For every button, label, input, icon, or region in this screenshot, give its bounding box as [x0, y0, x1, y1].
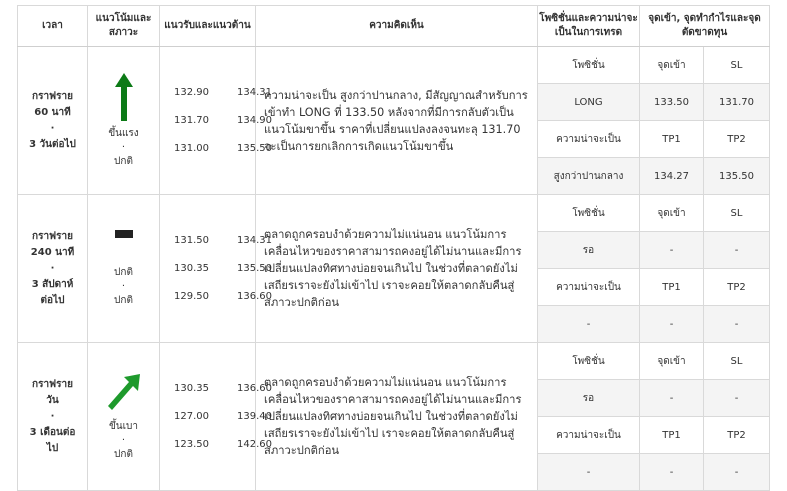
- timeframe-line: 60 นาที: [34, 106, 71, 118]
- table-row: [18, 47, 770, 84]
- header-time: เวลา: [18, 6, 88, 47]
- support-value: 127.00: [174, 410, 209, 422]
- timeframe-cell: [18, 47, 88, 195]
- grid-cell: -: [640, 380, 704, 417]
- resistance-value: 134.31: [237, 234, 272, 246]
- grid-cell: จุดเข้า: [640, 195, 704, 232]
- trend-text: ปกติ: [114, 448, 133, 460]
- grid-cell: จุดเข้า: [640, 343, 704, 380]
- timeframe-line: 3 เดือนต่อ: [29, 426, 76, 438]
- dash-icon: [115, 230, 133, 238]
- levels-cell: [160, 343, 272, 491]
- comment-cell: ตลาดถูกครอบงำด้วยความไม่แน่นอน แนวโน้มการเคลื่อนไหวของราคาสามารถคงอยู่ได้ไม่นานและมีการเปลี่ยนแปลงทิศทางบ่อยจนเกินไป ในช่วงที่ตลาดยังไม่เสถียรเราจะยังไม่เข้าไป เราจะคอยให้ตลาดกลับคืนสู่สภาวะปกติก่อน: [256, 195, 538, 343]
- grid-cell: SL: [704, 343, 770, 380]
- comment-cell: ตลาดถูกครอบงำด้วยความไม่แน่นอน แนวโน้มการเคลื่อนไหวของราคาสามารถคงอยู่ได้ไม่นานและมีการเปลี่ยนแปลงทิศทางบ่อยจนเกินไป ในช่วงที่ตลาดยังไม่เสถียรเราจะยังไม่เข้าไป เราจะคอยให้ตลาดกลับคืนสู่สภาวะปกติก่อน: [256, 343, 538, 491]
- arrow-up-right-icon: [106, 372, 142, 414]
- grid-cell: รอ: [538, 232, 640, 269]
- timeframe-line: ·: [50, 410, 55, 422]
- trend-text: ·: [121, 280, 126, 292]
- grid-cell: 131.70: [704, 84, 770, 121]
- grid-cell: TP1: [640, 417, 704, 454]
- timeframe-line: ·: [50, 262, 55, 274]
- grid-cell: SL: [704, 47, 770, 84]
- level-pair: [174, 135, 272, 163]
- grid-cell: -: [704, 454, 770, 491]
- grid-cell: โพซิชั่น: [538, 343, 640, 380]
- grid-cell: -: [640, 454, 704, 491]
- support-value: 131.50: [174, 234, 209, 246]
- trend-text: ปกติ: [114, 266, 133, 278]
- grid-cell: 133.50: [640, 84, 704, 121]
- grid-cell: 135.50: [704, 158, 770, 195]
- level-pair: [174, 255, 272, 283]
- trend-text: ·: [121, 141, 126, 153]
- trend-cell: [88, 195, 160, 343]
- timeframe-line: กราฟราย: [32, 90, 73, 102]
- header-position: โพซิชั่นและความน่าจะเป็นในการเทรด: [538, 6, 640, 47]
- grid-cell: -: [538, 306, 640, 343]
- arrow-up-icon: [114, 73, 134, 121]
- support-value: 131.00: [174, 142, 209, 154]
- timeframe-line: กราฟราย: [32, 378, 73, 390]
- resistance-value: 139.40: [237, 410, 272, 422]
- table-row: [18, 343, 770, 380]
- resistance-value: 142.60: [237, 438, 272, 450]
- support-value: 130.35: [174, 262, 209, 274]
- levels-cell: [160, 47, 272, 195]
- resistance-value: 134.31: [237, 86, 272, 98]
- timeframe-line: 240 นาที: [30, 246, 75, 258]
- grid-cell: โพซิชั่น: [538, 47, 640, 84]
- level-pair: [174, 431, 272, 459]
- level-pair: [174, 283, 272, 311]
- grid-cell: รอ: [538, 380, 640, 417]
- grid-cell: TP1: [640, 269, 704, 306]
- timeframe-cell: [18, 195, 88, 343]
- timeframe-line: 3 สัปดาห์: [31, 278, 74, 290]
- resistance-value: 135.50: [237, 262, 272, 274]
- comment-cell: ความน่าจะเป็น สูงกว่าปานกลาง, มีสัญญาณสำหรับการเข้าทำ LONG ที่ 133.50 หลังจากที่มีการกลับตัวเป็นแนวโน้มขาขึ้น ราคาที่เปลี่ยนแปลงลงจนทะลุ 131.70 จะเป็นการยกเลิกการเกิดแนวโน้มขาขึ้น: [256, 47, 538, 195]
- header-row: [18, 6, 770, 47]
- table-row: [18, 195, 770, 232]
- grid-cell: TP1: [640, 121, 704, 158]
- trend-text: ปกติ: [114, 155, 133, 167]
- header-levels: แนวรับและแนวต้าน: [160, 6, 256, 47]
- timeframe-line: ต่อไป: [40, 294, 65, 306]
- timeframe-line: ไป: [46, 442, 59, 454]
- grid-cell: -: [640, 232, 704, 269]
- grid-cell: สูงกว่าปานกลาง: [538, 158, 640, 195]
- resistance-value: 136.60: [237, 382, 272, 394]
- support-value: 123.50: [174, 438, 209, 450]
- grid-cell: SL: [704, 195, 770, 232]
- resistance-value: 134.90: [237, 114, 272, 126]
- grid-cell: ความน่าจะเป็น: [538, 121, 640, 158]
- trend-cell: [88, 343, 160, 491]
- timeframe-line: กราฟราย: [32, 230, 73, 242]
- trend-cell: [88, 47, 160, 195]
- trend-text: ปกติ: [114, 294, 133, 306]
- grid-cell: LONG: [538, 84, 640, 121]
- level-pair: [174, 227, 272, 255]
- header-entry: จุดเข้า, จุดทำกำไรและจุดตัดขาดทุน: [640, 6, 770, 47]
- grid-cell: จุดเข้า: [640, 47, 704, 84]
- levels-cell: [160, 195, 272, 343]
- grid-cell: -: [704, 232, 770, 269]
- grid-cell: TP2: [704, 121, 770, 158]
- support-value: 131.70: [174, 114, 209, 126]
- trend-text: ·: [121, 434, 126, 446]
- grid-cell: -: [704, 306, 770, 343]
- header-trend: แนวโน้มและสภาวะ: [88, 6, 160, 47]
- header-comment: ความคิดเห็น: [256, 6, 538, 47]
- timeframe-line: 3 วันต่อไป: [29, 138, 76, 150]
- grid-cell: -: [640, 306, 704, 343]
- grid-cell: โพซิชั่น: [538, 195, 640, 232]
- support-value: 132.90: [174, 86, 209, 98]
- support-value: 130.35: [174, 382, 209, 394]
- timeframe-line: วัน: [46, 394, 59, 406]
- grid-cell: ความน่าจะเป็น: [538, 417, 640, 454]
- grid-cell: TP2: [704, 269, 770, 306]
- forecast-table: [17, 5, 770, 491]
- level-pair: [174, 79, 272, 107]
- trend-text: ขึ้นเบา: [108, 420, 139, 432]
- level-pair: [174, 403, 272, 431]
- grid-cell: ความน่าจะเป็น: [538, 269, 640, 306]
- grid-cell: 134.27: [640, 158, 704, 195]
- resistance-value: 135.50: [237, 142, 272, 154]
- grid-cell: -: [704, 380, 770, 417]
- level-pair: [174, 107, 272, 135]
- timeframe-cell: [18, 343, 88, 491]
- grid-cell: TP2: [704, 417, 770, 454]
- timeframe-line: ·: [50, 122, 55, 134]
- resistance-value: 136.60: [237, 290, 272, 302]
- trend-text: ขึ้นแรง: [108, 127, 139, 139]
- level-pair: [174, 375, 272, 403]
- support-value: 129.50: [174, 290, 209, 302]
- grid-cell: -: [538, 454, 640, 491]
